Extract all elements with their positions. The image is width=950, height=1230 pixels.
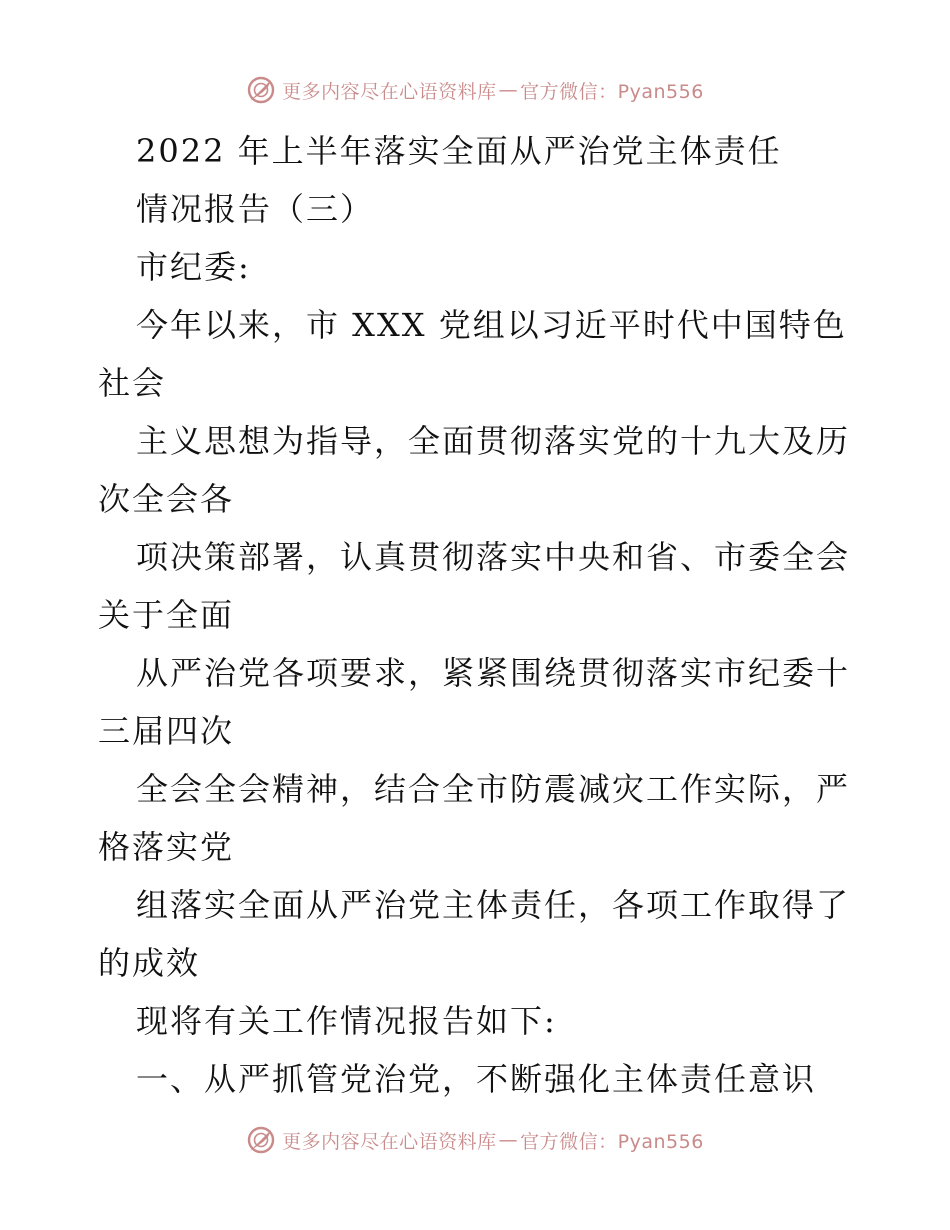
body-line: 现将有关工作情况报告如下: [136, 1002, 557, 1040]
body-line: 格落实党 [98, 828, 235, 866]
watermark-text: 更多内容尽在心语资料库 [282, 80, 497, 103]
document-title-line-1: 2022 年上半年落实全面从严治党主体责任 [136, 132, 782, 170]
brush-pen-logo-icon [246, 75, 276, 105]
document-title-line-2: 情况报告（三） [136, 190, 375, 228]
body-line: 从严治党各项要求，紧紧围绕贯彻落实市纪委十 [136, 654, 851, 692]
body-line: 关于全面 [98, 596, 235, 634]
header-watermark [0, 70, 950, 110]
watermark-text: 更多内容尽在心语资料库 [282, 1130, 497, 1153]
section-heading: 一、从严抓管党治党，不断强化主体责任意识 [136, 1060, 817, 1098]
brush-pen-logo-icon [246, 1125, 276, 1155]
footer-watermark [0, 1120, 950, 1160]
body-line: 今年以来，市 XXX 党组以习近平时代中国特色 [136, 306, 847, 344]
watermark-wechat: 官方微信：Pyan556 [520, 80, 704, 103]
body-line: 项决策部署，认真贯彻落实中央和省、市委全会 [136, 538, 851, 576]
body-line: 的成效 [98, 944, 201, 982]
watermark-wechat: 官方微信：Pyan556 [520, 1130, 704, 1153]
body-line: 主义思想为指导，全面贯彻落实党的十九大及历 [136, 422, 851, 460]
body-line: 次全会各 [98, 480, 235, 518]
watermark-separator: — [498, 1129, 519, 1151]
body-line: 三届四次 [98, 712, 235, 750]
body-line: 组落实全面从严治党主体责任，各项工作取得了 [136, 886, 851, 924]
document-body [98, 122, 858, 1108]
salutation: 市纪委: [136, 248, 251, 286]
body-line: 全会全会精神，结合全市防震减灾工作实际，严 [136, 770, 851, 808]
watermark-separator: — [498, 79, 519, 101]
body-line: 社会 [98, 364, 167, 402]
